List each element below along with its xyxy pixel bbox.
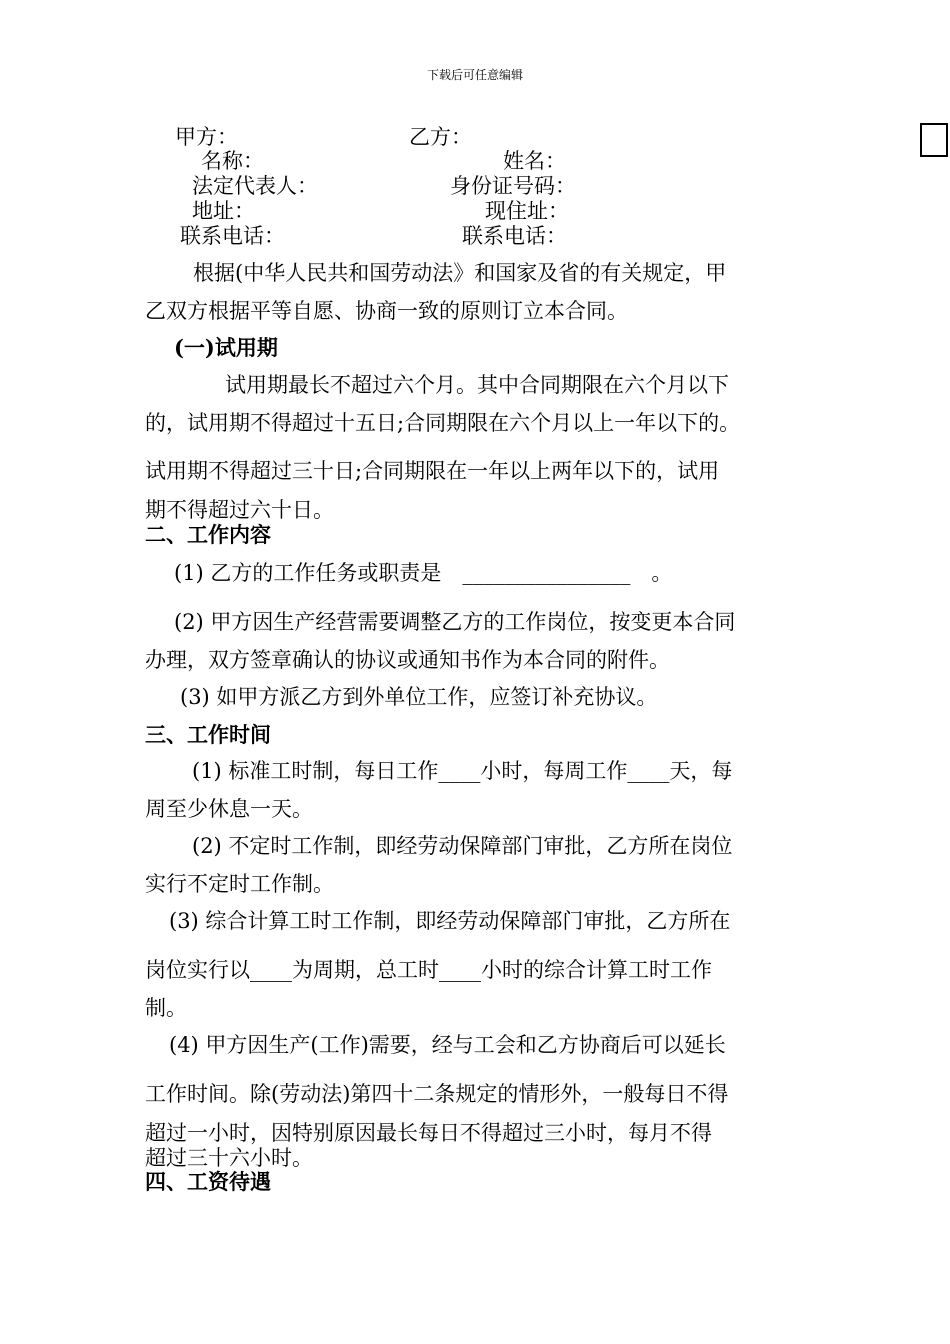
work-time-item-2-line-2: 实行不定时工作制。 xyxy=(145,872,334,896)
preamble-line-1: 根据(中华人民共和国劳动法》和国家及省的有关规定，甲 xyxy=(193,261,727,285)
work-content-item-2-line-1: (2) 甲方因生产经营需要调整乙方的工作岗位，按变更本合同 xyxy=(174,610,736,634)
work-time-item-1-line-2: 周至少休息一天。 xyxy=(145,797,313,821)
probation-line-1: 试用期最长不超过六个月。其中合同期限在六个月以下 xyxy=(225,373,729,397)
work-time-item-4-line-3: 超过一小时，因特别原因最长每日不得超过三小时，每月不得 xyxy=(145,1121,712,1145)
section-heading-work-content: 二、工作内容 xyxy=(145,522,271,547)
section-heading-salary: 四、工资待遇 xyxy=(145,1169,271,1194)
party-b-phone: 联系电话： xyxy=(462,224,567,248)
party-a-address: 地址： xyxy=(192,199,255,223)
party-b-id-number: 身份证号码： xyxy=(450,174,576,198)
party-a-name: 名称： xyxy=(201,149,264,173)
work-time-item-4-line-4: 超过三十六小时。 xyxy=(145,1146,313,1170)
party-b-label: 乙方： xyxy=(409,125,472,149)
work-content-item-3: (3) 如甲方派乙方到外单位工作，应签订补充协议。 xyxy=(180,685,658,709)
probation-line-4: 期不得超过六十日。 xyxy=(145,498,334,522)
party-b-address: 现住址： xyxy=(485,199,569,223)
work-time-item-4-line-1: (4) 甲方因生产(工作)需要，经与工会和乙方协商后可以延长 xyxy=(169,1033,726,1057)
party-b-name: 姓名： xyxy=(503,149,566,173)
work-time-item-3-line-1: (3) 综合计算工时工作制，即经劳动保障部门审批，乙方所在 xyxy=(169,909,731,933)
work-time-item-3-line-2: 岗位实行以____为周期，总工时____小时的综合计算工时工作 xyxy=(145,958,712,982)
section-heading-probation: (一)试用期 xyxy=(174,335,278,360)
party-a-label: 甲方： xyxy=(175,125,238,149)
probation-line-2: 的，试用期不得超过十五日;合同期限在六个月以上一年以下的。 xyxy=(145,411,741,435)
probation-line-3: 试用期不得超过三十日;合同期限在一年以上两年以下的，试用 xyxy=(145,459,720,483)
page-header-note: 下载后可任意编辑 xyxy=(426,68,523,82)
work-content-item-2-line-2: 办理，双方签章确认的协议或通知书作为本合同的附件。 xyxy=(145,648,670,672)
section-heading-work-time: 三、工作时间 xyxy=(145,722,271,747)
work-time-item-1-line-1: (1) 标准工时制，每日工作____小时，每周工作____天，每 xyxy=(192,759,733,783)
work-time-item-4-line-2: 工作时间。除(劳动法)第四十二条规定的情形外，一般每日不得 xyxy=(145,1082,729,1106)
work-time-item-2-line-1: (2) 不定时工作制，即经劳动保障部门审批，乙方所在岗位 xyxy=(192,834,733,858)
work-time-item-3-line-3: 制。 xyxy=(145,996,187,1020)
page-corner-box xyxy=(920,123,948,157)
preamble-line-2: 乙双方根据平等自愿、协商一致的原则订立本合同。 xyxy=(145,299,628,323)
work-content-item-1: (1) 乙方的工作任务或职责是 ________________ 。 xyxy=(174,561,673,585)
party-a-phone: 联系电话： xyxy=(180,224,285,248)
party-a-rep: 法定代表人： xyxy=(192,174,318,198)
